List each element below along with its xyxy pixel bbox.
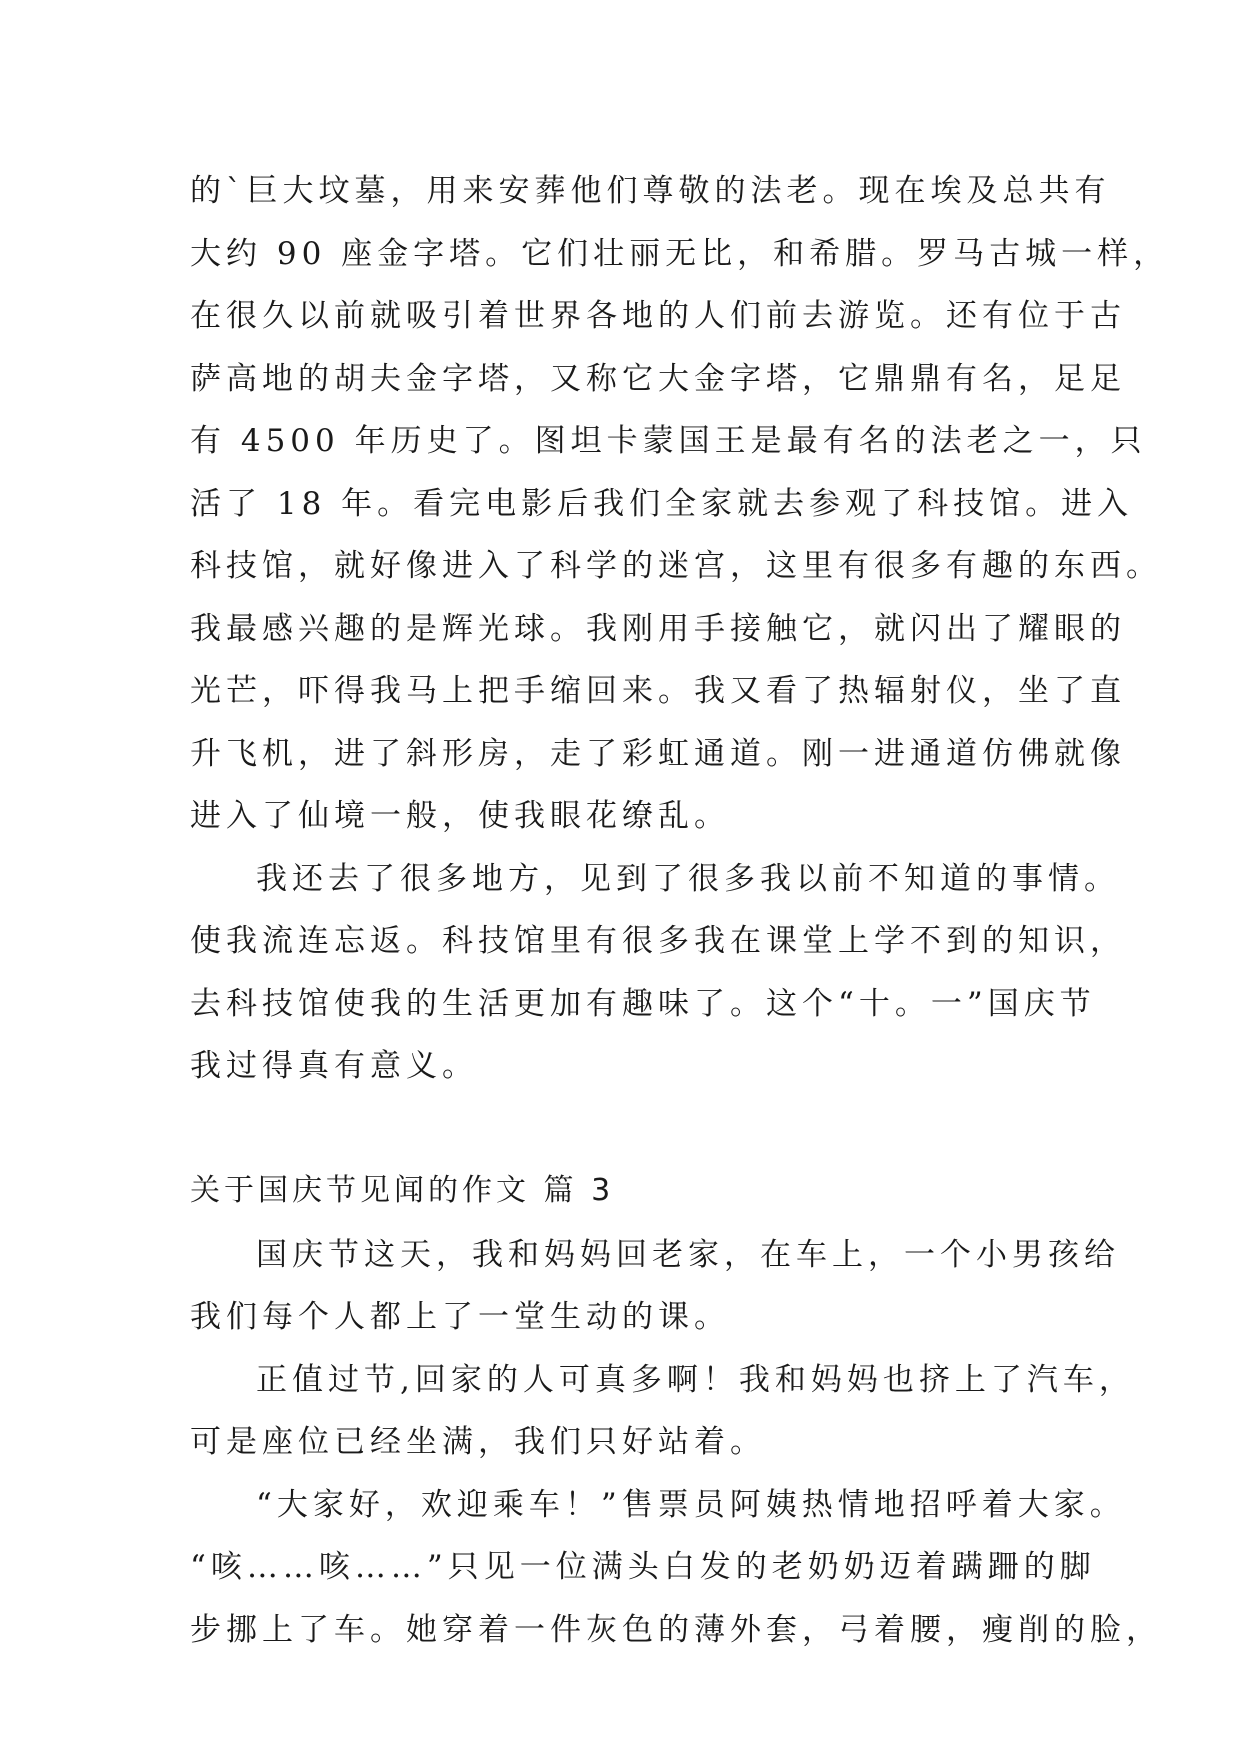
text-line: 大约 90 座金字塔。它们壮丽无比，和希腊。罗马古城一样， [190,235,1170,272]
text-line: 我过得真有意义。 [190,1048,478,1084]
text-line: “咳……咳……”只见一位满头白发的老奶奶迈着蹒跚的脚 [190,1549,1096,1585]
text-line: 正值过节,回家的人可真多啊！我和妈妈也挤上了汽车， [256,1361,1135,1398]
text-line: 可是座位已经坐满，我们只好站着。 [190,1424,766,1460]
paragraph-intro [190,1224,1120,1349]
paragraph-pyramids [190,160,1170,848]
text-line: 我最感兴趣的是辉光球。我刚用手接触它，就闪出了耀眼的 [190,610,1126,647]
paragraph-conclusion [190,848,1126,1098]
text-line: 进入了仙境一般，使我眼花缭乱。 [190,798,730,834]
text-line: 使我流连忘返。科技馆里有很多我在课堂上学不到的知识， [190,923,1126,959]
text-line: 去科技馆使我的生活更加有趣味了。这个“十。一”国庆节 [190,985,1096,1022]
text-line: 国庆节这天，我和妈妈回老家，在车上，一个小男孩给 [256,1236,1120,1273]
section-heading: 关于国庆节见闻的作文 篇 3 [190,1172,615,1208]
text-line: 活了 18 年。看完电影后我们全家就去参观了科技馆。进入 [190,485,1134,522]
text-line: 升飞机，进了斜形房，走了彩虹通道。刚一进通道仿佛就像 [190,735,1126,772]
text-line: 光芒，吓得我马上把手缩回来。我又看了热辐射仪，坐了直 [190,673,1126,709]
text-line: 科技馆，就好像进入了科学的迷宫，这里有很多有趣的东西。 [190,548,1162,584]
text-line: 我还去了很多地方，见到了很多我以前不知道的事情。 [256,860,1120,897]
paragraph-grandma [190,1474,1162,1662]
text-line: 有 4500 年历史了。图坦卡蒙国王是最有名的法老之一，只 [190,423,1147,459]
document-body [190,160,1170,1661]
text-line: 步挪上了车。她穿着一件灰色的薄外套，弓着腰，瘦削的脸， [190,1611,1162,1648]
text-line: 的`巨大坟墓，用来安葬他们尊敬的法老。现在埃及总共有 [190,173,1111,209]
paragraph-crowd [190,1349,1135,1474]
text-line: “大家好，欢迎乘车！”售票员阿姨热情地招呼着大家。 [256,1486,1126,1523]
text-line: 我们每个人都上了一堂生动的课。 [190,1299,730,1335]
section-gap [190,1098,1090,1158]
text-line: 萨高地的胡夫金字塔，又称它大金字塔，它鼎鼎有名，足足 [190,360,1126,397]
text-line: 在很久以前就吸引着世界各地的人们前去游览。还有位于古 [190,298,1126,334]
